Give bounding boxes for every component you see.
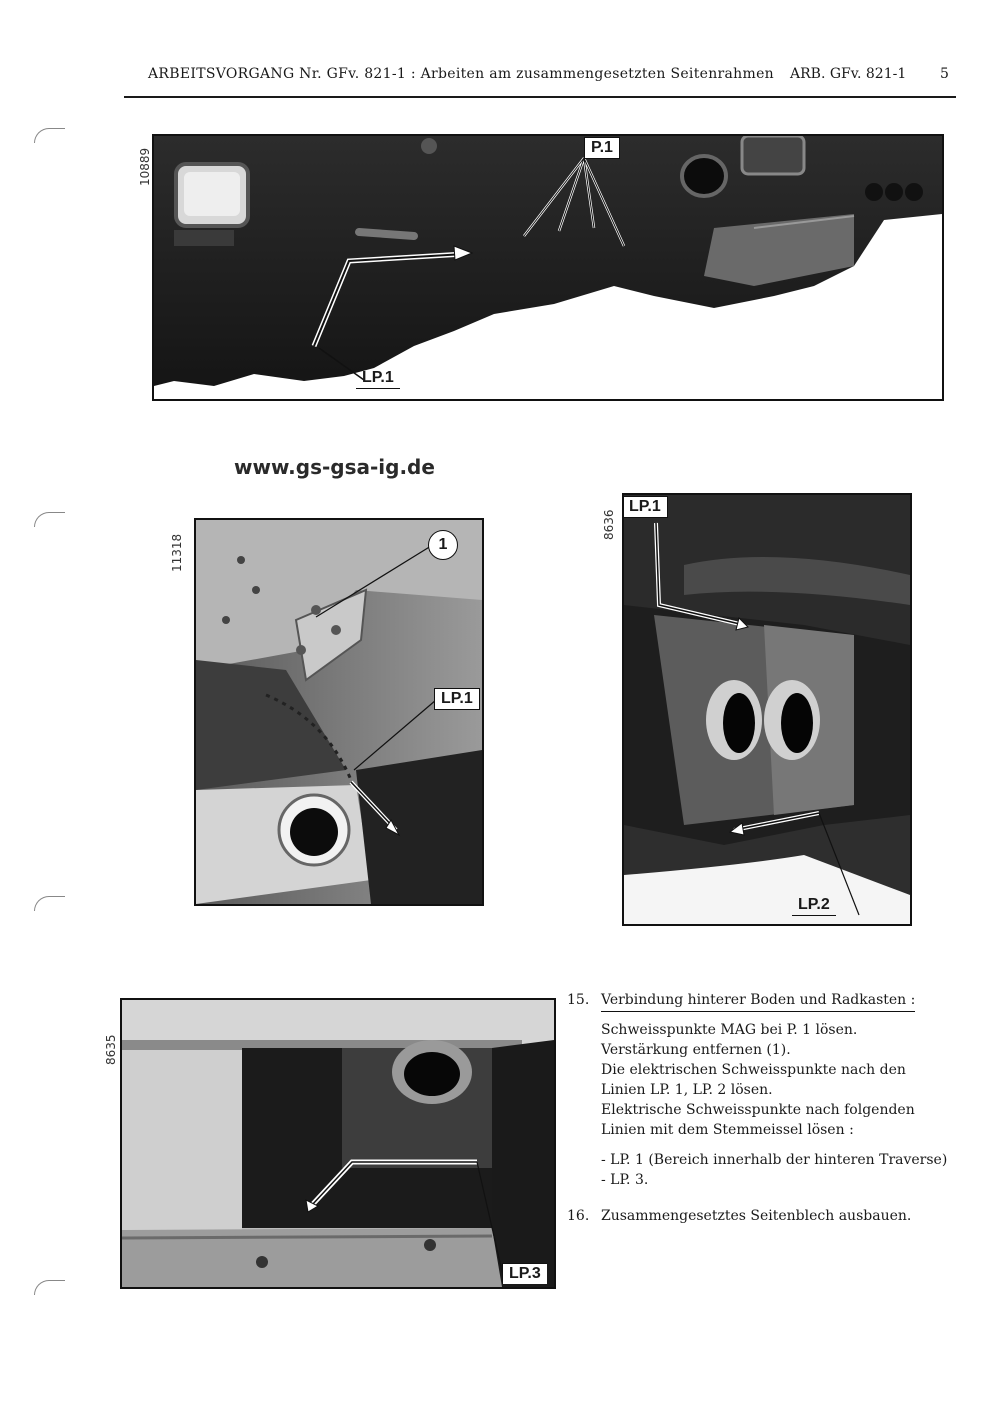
figure-number: 8636 [602,509,616,540]
callout-lp1: LP.1 [356,368,400,389]
step-title: Verbindung hinterer Boden und Radkasten : [601,990,915,1012]
step-15-body [601,1020,977,1140]
callout-lp3: LP.3 [502,1263,547,1284]
photo-image [624,495,910,924]
photo-figure-2 [194,518,484,906]
photo-figure-3 [622,493,912,926]
page-number: 5 [940,66,949,82]
punch-mark [34,896,65,911]
step-line: Linien LP. 1, LP. 2 lösen. [601,1082,773,1098]
step-number: 15. [567,992,590,1008]
step-line: Verstärkung entfernen (1). [601,1042,791,1058]
step-15-bullets [601,1150,977,1190]
callout-lp1: LP.1 [434,688,480,710]
step-title: Zusammengesetztes Seitenblech ausbauen. [601,1208,912,1224]
photo-image [154,136,942,399]
bullet-item: - LP. 3. [601,1172,649,1188]
step-line: Linien mit dem Stemmeissel lösen : [601,1122,854,1138]
callout-lp1: LP.1 [622,496,668,518]
photo-figure-1 [152,134,944,401]
callout-lp2: LP.2 [792,895,836,916]
punch-mark [34,512,65,527]
header-rule [124,96,956,98]
step-line: Die elektrischen Schweisspunkte nach den [601,1062,906,1078]
document-reference: ARB. GFv. 821-1 [790,66,907,82]
punch-mark [34,128,65,143]
website-url: www.gs-gsa-ig.de [234,455,435,479]
photo-figure-4 [120,998,556,1289]
photo-image [196,520,482,904]
photo-image [122,1000,554,1287]
step-15-heading [567,990,977,1012]
step-number: 16. [567,1208,590,1224]
step-line: Schweisspunkte MAG bei P. 1 lösen. [601,1022,858,1038]
figure-number: 11318 [170,533,184,572]
instructions [567,990,977,1226]
figure-number: 8635 [104,1034,118,1065]
bullet-item: - LP. 1 (Bereich innerhalb der hinteren Traverse) [601,1152,948,1168]
document-title: ARBEITSVORGANG Nr. GFv. 821-1 : Arbeiten am zusammengesetzten Seitenrahmen [148,66,774,82]
callout-p1: P.1 [584,137,620,159]
figure-number: 10889 [138,147,152,186]
callout-number-1: 1 [428,530,458,560]
punch-mark [34,1280,65,1295]
step-line: Elektrische Schweisspunkte nach folgenden [601,1102,915,1118]
step-16-heading [567,1206,977,1226]
